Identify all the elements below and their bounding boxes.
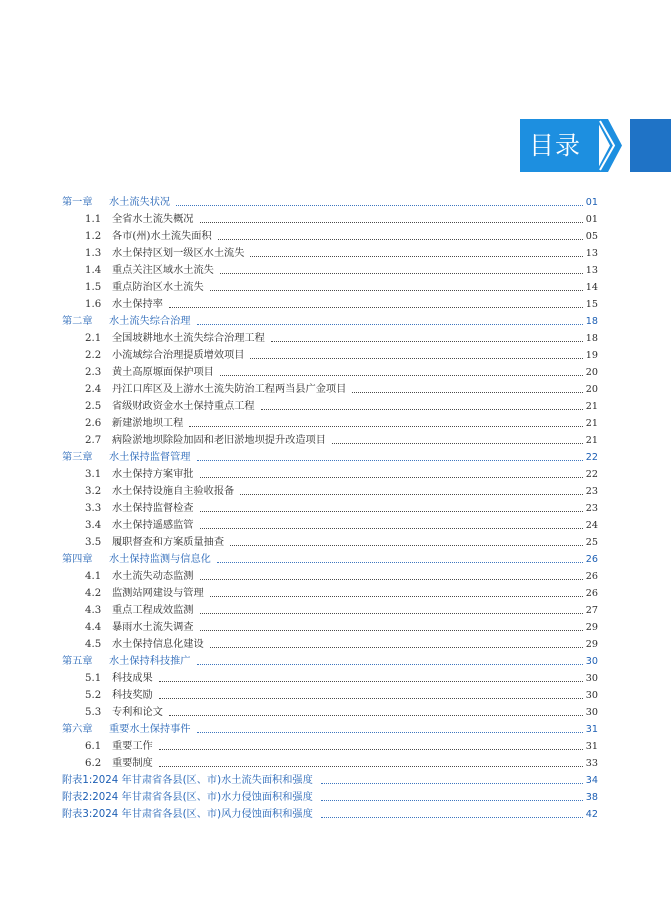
toc-chapter-entry[interactable] bbox=[62, 449, 598, 466]
toc-section-entry[interactable] bbox=[62, 568, 598, 585]
toc-page-number: 23 bbox=[585, 503, 598, 514]
toc-entry-title: 水土保持区划一级区水土流失 bbox=[112, 248, 245, 259]
toc-section-entry[interactable] bbox=[62, 381, 598, 398]
toc-entry-title: 履职督查和方案质量抽查 bbox=[112, 537, 225, 548]
toc-page-number: 31 bbox=[585, 741, 598, 752]
toc-entry-title: 附表3:2024 年甘肃省各县(区、市)风力侵蚀面积和强度 bbox=[62, 809, 313, 820]
toc-entry-number: 3.5 bbox=[85, 537, 102, 548]
toc-page-number: 30 bbox=[585, 656, 598, 667]
toc-entry-title: 监测站网建设与管理 bbox=[112, 588, 204, 599]
dot-leader bbox=[159, 697, 583, 699]
dot-leader bbox=[169, 714, 583, 716]
dot-leader bbox=[217, 561, 583, 563]
toc-page-number: 05 bbox=[585, 231, 598, 242]
toc-page-number: 22 bbox=[585, 452, 598, 463]
toc-section-entry[interactable] bbox=[62, 262, 598, 279]
toc-entry-number: 3.2 bbox=[85, 486, 102, 497]
dot-leader bbox=[210, 595, 583, 597]
toc-entry-title: 重要制度 bbox=[112, 758, 153, 769]
dot-leader bbox=[230, 544, 583, 546]
toc-entry-title: 重点关注区域水土流失 bbox=[112, 265, 214, 276]
toc-chapter-entry[interactable] bbox=[62, 313, 598, 330]
toc-entry-title: 科技成果 bbox=[112, 673, 153, 684]
toc-entry-number: 第二章 bbox=[62, 316, 93, 327]
toc-entry-number: 3.3 bbox=[85, 503, 102, 514]
dot-leader bbox=[321, 816, 583, 818]
dot-leader bbox=[332, 442, 583, 444]
toc-entry-title: 病险淤地坝除险加固和老旧淤地坝提升改造项目 bbox=[112, 435, 326, 446]
toc-page-number: 30 bbox=[585, 690, 598, 701]
toc-entry-title: 水土保持监督管理 bbox=[109, 452, 191, 463]
toc-section-entry[interactable] bbox=[62, 211, 598, 228]
toc-entry-title: 附表1:2024 年甘肃省各县(区、市)水土流失面积和强度 bbox=[62, 775, 313, 786]
toc-section-entry[interactable] bbox=[62, 415, 598, 432]
decorative-block bbox=[630, 119, 671, 172]
toc-entry-number: 3.1 bbox=[85, 469, 102, 480]
toc-page-number: 26 bbox=[585, 554, 598, 565]
toc-section-entry[interactable] bbox=[62, 500, 598, 517]
toc-page-number: 25 bbox=[585, 537, 598, 548]
toc-entry-title: 水土保持信息化建设 bbox=[112, 639, 204, 650]
toc-chapter-entry[interactable] bbox=[62, 653, 598, 670]
toc-section-entry[interactable] bbox=[62, 398, 598, 415]
toc-chapter-entry[interactable] bbox=[62, 551, 598, 568]
dot-leader bbox=[210, 289, 583, 291]
toc-entry-number: 4.3 bbox=[85, 605, 102, 616]
dot-leader bbox=[159, 748, 583, 750]
toc-entry-number: 3.4 bbox=[85, 520, 102, 531]
toc-entry-title: 暴雨水土流失调查 bbox=[112, 622, 194, 633]
toc-entry-title: 水土流失状况 bbox=[109, 197, 171, 208]
dot-leader bbox=[176, 204, 583, 206]
toc-entry-title: 全国坡耕地水土流失综合治理工程 bbox=[112, 333, 265, 344]
toc-page-number: 18 bbox=[585, 333, 598, 344]
dot-leader bbox=[189, 425, 583, 427]
toc-entry-title: 黄土高原塬面保护项目 bbox=[112, 367, 214, 378]
toc-chapter-entry[interactable] bbox=[62, 194, 598, 211]
toc-page-number: 38 bbox=[585, 792, 598, 803]
dot-leader bbox=[250, 255, 583, 257]
toc-section-entry[interactable] bbox=[62, 738, 598, 755]
toc-page-number: 27 bbox=[585, 605, 598, 616]
toc-entry-number: 2.7 bbox=[85, 435, 102, 446]
toc-section-entry[interactable] bbox=[62, 347, 598, 364]
dot-leader bbox=[197, 663, 584, 665]
toc-entry-number: 6.1 bbox=[85, 741, 102, 752]
toc-entry-number: 2.5 bbox=[85, 401, 102, 412]
toc-entry-number: 2.6 bbox=[85, 418, 102, 429]
toc-entry-number: 5.1 bbox=[85, 673, 102, 684]
dot-leader bbox=[321, 782, 583, 784]
dot-leader bbox=[271, 340, 583, 342]
toc-entry-title: 水土保持监督检查 bbox=[112, 503, 194, 514]
toc-page-number: 14 bbox=[585, 282, 598, 293]
toc-page-number: 30 bbox=[585, 673, 598, 684]
dot-leader bbox=[240, 493, 583, 495]
dot-leader bbox=[220, 374, 583, 376]
toc-page-number: 29 bbox=[585, 622, 598, 633]
toc-section-entry[interactable] bbox=[62, 636, 598, 653]
toc-section-entry[interactable] bbox=[62, 517, 598, 534]
toc-entry-title: 水土保持设施自主验收报备 bbox=[112, 486, 235, 497]
toc-section-entry[interactable] bbox=[62, 466, 598, 483]
toc-entry-number: 第三章 bbox=[62, 452, 93, 463]
toc-entry-title: 水土流失综合治理 bbox=[109, 316, 191, 327]
toc-page-number: 13 bbox=[585, 248, 598, 259]
toc-entry-title: 水土流失动态监测 bbox=[112, 571, 194, 582]
toc-entry-title: 水土保持科技推广 bbox=[109, 656, 191, 667]
toc-section-entry[interactable] bbox=[62, 483, 598, 500]
dot-leader bbox=[197, 459, 584, 461]
dot-leader bbox=[200, 527, 584, 529]
toc-page-number: 21 bbox=[585, 418, 598, 429]
toc-page-number: 30 bbox=[585, 707, 598, 718]
toc-entry-number: 6.2 bbox=[85, 758, 102, 769]
toc-chapter-entry[interactable] bbox=[62, 721, 598, 738]
toc-section-entry[interactable] bbox=[62, 619, 598, 636]
toc-entry-number: 第五章 bbox=[62, 656, 93, 667]
toc-entry-title: 省级财政资金水土保持重点工程 bbox=[112, 401, 255, 412]
dot-leader bbox=[200, 629, 584, 631]
toc-page-number: 23 bbox=[585, 486, 598, 497]
dot-leader bbox=[200, 221, 584, 223]
toc-entry-title: 重点工程成效监测 bbox=[112, 605, 194, 616]
toc-page-number: 21 bbox=[585, 401, 598, 412]
toc-page-number: 01 bbox=[585, 197, 598, 208]
table-of-contents bbox=[62, 194, 598, 823]
toc-section-entry[interactable] bbox=[62, 279, 598, 296]
toc-entry-title: 水土保持率 bbox=[112, 299, 163, 310]
toc-appendix-entry[interactable] bbox=[62, 772, 598, 789]
toc-section-entry[interactable] bbox=[62, 245, 598, 262]
chevron-right-icon bbox=[594, 119, 624, 172]
toc-entry-number: 2.3 bbox=[85, 367, 102, 378]
toc-entry-number: 5.3 bbox=[85, 707, 102, 718]
toc-entry-title: 全省水土流失概况 bbox=[112, 214, 194, 225]
toc-section-entry[interactable] bbox=[62, 755, 598, 772]
toc-entry-title: 小流域综合治理提质增效项目 bbox=[112, 350, 245, 361]
toc-entry-number: 2.1 bbox=[85, 333, 102, 344]
toc-page-number: 26 bbox=[585, 571, 598, 582]
toc-page-number: 19 bbox=[585, 350, 598, 361]
toc-section-entry[interactable] bbox=[62, 330, 598, 347]
toc-page-number: 29 bbox=[585, 639, 598, 650]
toc-entry-title: 新建淤地坝工程 bbox=[112, 418, 184, 429]
toc-entry-number: 1.5 bbox=[85, 282, 102, 293]
toc-entry-title: 附表2:2024 年甘肃省各县(区、市)水力侵蚀面积和强度 bbox=[62, 792, 313, 803]
toc-entry-number: 第四章 bbox=[62, 554, 93, 565]
dot-leader bbox=[220, 272, 583, 274]
toc-entry-number: 2.2 bbox=[85, 350, 102, 361]
toc-page-number: 20 bbox=[585, 384, 598, 395]
toc-page-number: 33 bbox=[585, 758, 598, 769]
toc-appendix-entry[interactable] bbox=[62, 789, 598, 806]
toc-section-entry[interactable] bbox=[62, 364, 598, 381]
toc-entry-title: 专利和论文 bbox=[112, 707, 163, 718]
toc-entry-title: 各市(州)水土流失面积 bbox=[112, 231, 212, 242]
dot-leader bbox=[169, 306, 583, 308]
dot-leader bbox=[352, 391, 583, 393]
toc-entry-number: 1.6 bbox=[85, 299, 102, 310]
toc-entry-number: 第六章 bbox=[62, 724, 93, 735]
dot-leader bbox=[200, 510, 584, 512]
dot-leader bbox=[197, 731, 584, 733]
dot-leader bbox=[321, 799, 583, 801]
toc-section-entry[interactable] bbox=[62, 432, 598, 449]
dot-leader bbox=[261, 408, 583, 410]
toc-entry-number: 1.3 bbox=[85, 248, 102, 259]
toc-page-number: 34 bbox=[585, 775, 598, 786]
toc-entry-title: 丹江口库区及上游水土流失防治工程两当县广金项目 bbox=[112, 384, 347, 395]
toc-page-number: 20 bbox=[585, 367, 598, 378]
toc-page-number: 22 bbox=[585, 469, 598, 480]
toc-entry-number: 1.4 bbox=[85, 265, 102, 276]
toc-section-entry[interactable] bbox=[62, 228, 598, 245]
toc-entry-number: 4.5 bbox=[85, 639, 102, 650]
toc-entry-title: 科技奖励 bbox=[112, 690, 153, 701]
toc-entry-number: 5.2 bbox=[85, 690, 102, 701]
dot-leader bbox=[250, 357, 583, 359]
toc-entry-number: 4.1 bbox=[85, 571, 102, 582]
toc-page-number: 01 bbox=[585, 214, 598, 225]
toc-section-entry[interactable] bbox=[62, 602, 598, 619]
page-title: 目录 bbox=[529, 131, 582, 160]
dot-leader bbox=[200, 476, 584, 478]
toc-page-number: 15 bbox=[585, 299, 598, 310]
dot-leader bbox=[159, 680, 583, 682]
toc-section-entry[interactable] bbox=[62, 296, 598, 313]
toc-page-number: 24 bbox=[585, 520, 598, 531]
toc-page-number: 42 bbox=[585, 809, 598, 820]
toc-entry-title: 重要水土保持事件 bbox=[109, 724, 191, 735]
toc-entry-number: 2.4 bbox=[85, 384, 102, 395]
toc-page-number: 18 bbox=[585, 316, 598, 327]
toc-page-number: 21 bbox=[585, 435, 598, 446]
dot-leader bbox=[210, 646, 583, 648]
toc-entry-number: 1.1 bbox=[85, 214, 102, 225]
toc-entry-number: 4.2 bbox=[85, 588, 102, 599]
toc-section-entry[interactable] bbox=[62, 704, 598, 721]
toc-entry-number: 第一章 bbox=[62, 197, 93, 208]
toc-entry-number: 4.4 bbox=[85, 622, 102, 633]
dot-leader bbox=[218, 238, 583, 240]
toc-entry-title: 水土保持遥感监管 bbox=[112, 520, 194, 531]
toc-section-entry[interactable] bbox=[62, 534, 598, 551]
toc-section-entry[interactable] bbox=[62, 670, 598, 687]
dot-leader bbox=[200, 578, 584, 580]
toc-entry-title: 水土保持方案审批 bbox=[112, 469, 194, 480]
toc-title-banner bbox=[520, 119, 599, 172]
toc-page-number: 13 bbox=[585, 265, 598, 276]
dot-leader bbox=[159, 765, 583, 767]
toc-entry-title: 重要工作 bbox=[112, 741, 153, 752]
toc-section-entry[interactable] bbox=[62, 687, 598, 704]
toc-section-entry[interactable] bbox=[62, 585, 598, 602]
dot-leader bbox=[197, 323, 584, 325]
toc-entry-title: 水土保持监测与信息化 bbox=[109, 554, 211, 565]
toc-appendix-entry[interactable] bbox=[62, 806, 598, 823]
toc-page-number: 26 bbox=[585, 588, 598, 599]
toc-page-number: 31 bbox=[585, 724, 598, 735]
dot-leader bbox=[200, 612, 584, 614]
toc-entry-title: 重点防治区水土流失 bbox=[112, 282, 204, 293]
toc-entry-number: 1.2 bbox=[85, 231, 102, 242]
